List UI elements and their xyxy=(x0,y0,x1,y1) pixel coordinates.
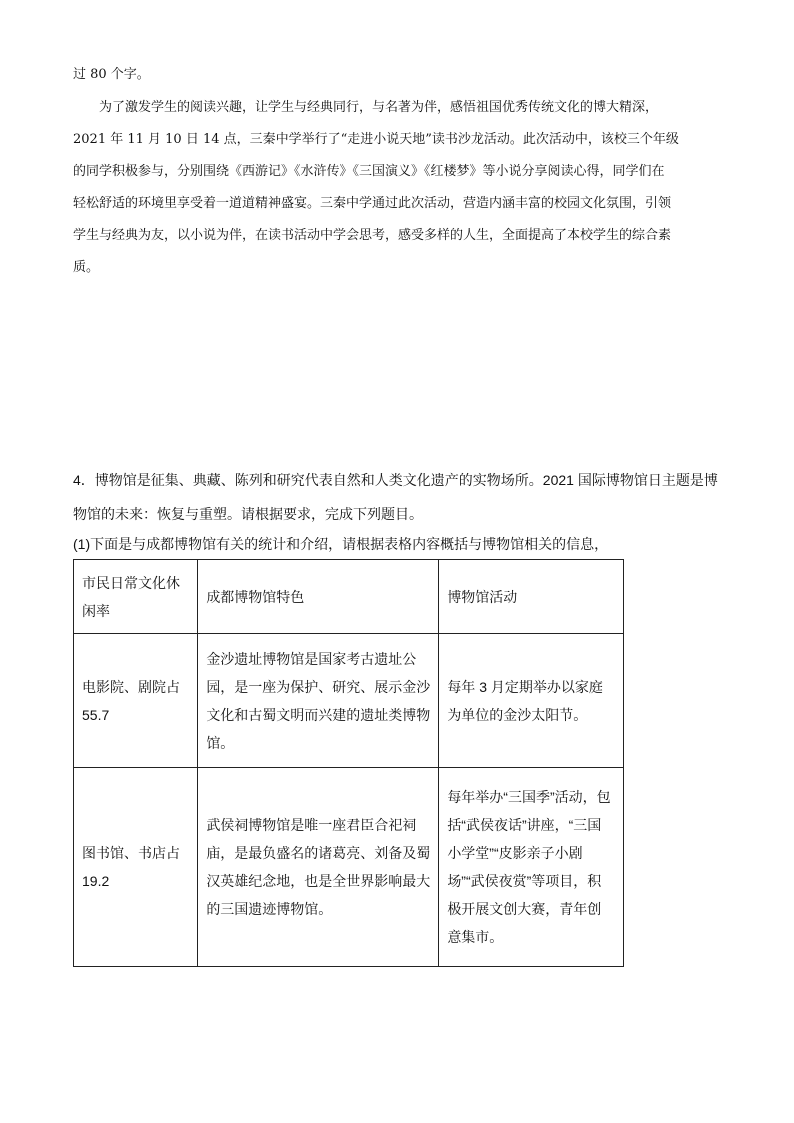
cell-text: 市民日常文化休 xyxy=(82,574,180,591)
cell-text: 的三国遗迹博物馆。 xyxy=(206,901,333,917)
header-leisure-rate xyxy=(74,560,198,634)
cell-text: 闲率 xyxy=(82,602,110,619)
cell-text: 括“武侯夜话”讲座，“三国 xyxy=(447,817,602,833)
cell-text: 极开展文创大赛，青年创 xyxy=(447,901,602,917)
cell-text: 55.7 xyxy=(82,706,110,723)
cell-text: 19.2 xyxy=(82,873,110,889)
cell-text: 意集市。 xyxy=(447,929,504,945)
question-line: 4．博物馆是征集、典藏、陈列和研究代表自然和人类文化遗产的实物场所。2021 国际博物馆日主题是博 xyxy=(73,472,718,488)
passage-line: 学生与经典为友，以小说为伴，在读书活动中学会思考，感受多样的人生，全面提高了本校学生的综合素 xyxy=(73,228,672,243)
cell-museum-activity xyxy=(439,634,624,768)
table-row xyxy=(74,768,624,967)
cell-text: 武侯祠博物馆是唯一座君臣合祀祠 xyxy=(206,817,417,833)
cell-museum-feature xyxy=(198,768,439,967)
cell-text: 场”“武侯夜赏”等项目，积 xyxy=(447,873,602,889)
cell-museum-feature xyxy=(198,634,439,768)
cell-museum-activity xyxy=(439,768,624,967)
passage-line: 过 80 个字。 xyxy=(73,67,150,82)
cell-text: 为单位的金沙太阳节。 xyxy=(447,706,588,723)
table-row xyxy=(74,634,624,768)
passage-line: 轻松舒适的环境里享受着一道道精神盛宴。三秦中学通过此次活动，营造内涵丰富的校园文化氛围，引领 xyxy=(73,196,672,211)
header-museum-activity xyxy=(439,560,624,634)
passage-line: 2021 年 11 月 10 日 14 点，三秦中学举行了“走进小说天地”读书沙龙活动。此次活动中，该校三个年级 xyxy=(73,132,679,147)
cell-text: 庙，是最负盛名的诸葛亮、刘备及蜀 xyxy=(206,845,431,861)
cell-text: 博物馆活动 xyxy=(447,588,518,605)
cell-text: 金沙遗址博物馆是国家考古遗址公 xyxy=(206,650,417,667)
table-header-row xyxy=(74,560,624,634)
cell-leisure-rate xyxy=(74,768,198,967)
cell-text: 每年 3 月定期举办以家庭 xyxy=(447,678,603,695)
cell-text: 馆。 xyxy=(206,734,235,751)
passage-line: 为了激发学生的阅读兴趣，让学生与经典同行，与名著为伴，感悟祖国优秀传统文化的博大精深， xyxy=(99,100,659,115)
cell-text: 每年举办“三国季”活动，包 xyxy=(447,789,611,805)
cell-text: 成都博物馆特色 xyxy=(206,588,305,605)
header-museum-feature xyxy=(198,560,439,634)
question-line: (1)下面是与成都博物馆有关的统计和介绍，请根据表格内容概括与博物馆相关的信息， xyxy=(73,536,609,552)
cell-text: 文化和古蜀文明而兴建的遗址类博物 xyxy=(206,706,431,723)
museum-info-table xyxy=(73,559,624,967)
passage-line: 质。 xyxy=(73,260,100,275)
cell-text: 园，是一座为保护、研究、展示金沙 xyxy=(206,678,431,695)
cell-text: 电影院、剧院占 xyxy=(82,678,180,695)
cell-text: 小学堂”“皮影亲子小剧 xyxy=(447,845,583,861)
passage-line: 的同学积极参与，分别围绕《西游记》《水浒传》《三国演义》《红楼梦》等小说分享阅读心得，同学们在 xyxy=(73,164,665,179)
cell-leisure-rate xyxy=(74,634,198,768)
cell-text: 汉英雄纪念地，也是全世界影响最大 xyxy=(206,873,431,889)
cell-text: 图书馆、书店占 xyxy=(82,845,180,861)
question-line: 物馆的未来：恢复与重塑。请根据要求，完成下列题目。 xyxy=(73,506,423,522)
